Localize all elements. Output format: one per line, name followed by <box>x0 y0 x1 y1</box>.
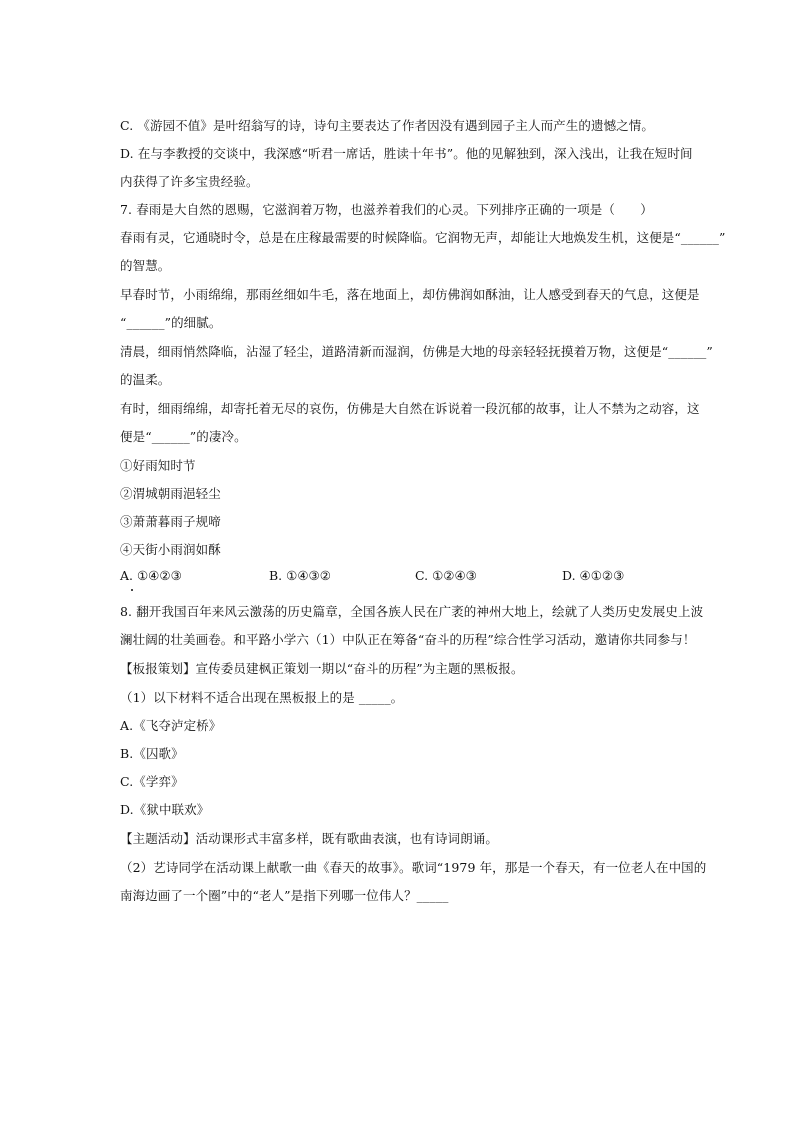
option-c-text: C. 《游园不值》是叶绍翁写的诗，诗句主要表达了作者因没有遇到园子主人而产生的遗憾之情。 <box>120 118 654 133</box>
option-d-text: D. 在与李教授的交谈中，我深感“听君一席话，胜读十年书”。他的见解独到，深入浅出，让我在短时间 <box>120 146 693 161</box>
q7-option-d[interactable]: D. ④①②③ <box>562 568 625 583</box>
q8-choice-a[interactable]: A.《飞夺泸定桥》 <box>120 718 222 733</box>
q7-paragraph-1: 春雨有灵，它通晓时令，总是在庄稼最需要的时候降临。它润物无声，却能让大地焕发生机，这便是“______” <box>120 230 726 245</box>
q7-paragraph-1-cont: 的智慧。 <box>120 258 171 273</box>
q8-stem: 8. 翻开我国百年来风云激荡的历史篇章，全国各族人民在广袤的神州大地上，绘就了人类历史发展史上波 <box>120 604 704 619</box>
q7-option-b[interactable]: B. ①④③② <box>269 568 331 583</box>
q7-paragraph-3: 清晨，细雨悄然降临，沾湿了轻尘，道路清新而湿润，仿佛是大地的母亲轻轻抚摸着万物，这便是“______” <box>120 344 713 359</box>
q7-item-2: ②渭城朝雨浥轻尘 <box>120 486 221 501</box>
emphasis-dot <box>131 589 133 591</box>
q8-sub-question-2-cont: 南海边画了一个圈”中的“老人”是指下列哪一位伟人？_____ <box>120 888 449 903</box>
q7-option-c[interactable]: C. ①②④③ <box>415 568 477 583</box>
q8-sub-question-1: （1）以下材料不适合出现在黑板报上的是 _____。 <box>120 690 404 705</box>
q7-paragraph-3-cont: 的温柔。 <box>120 372 171 387</box>
q7-paragraph-2-cont: “______”的细腻。 <box>120 315 222 330</box>
q7-option-a[interactable]: A. ①④②③ <box>120 568 182 583</box>
q7-paragraph-2: 早春时节，小雨绵绵，那雨丝细如牛毛，落在地面上，却仿佛润如酥油，让人感受到春天的气息，这便是 <box>120 287 700 302</box>
q8-stem-cont: 澜壮阔的壮美画卷。和平路小学六（1）中队正在筹备“奋斗的历程”综合性学习活动，邀请你共同参与！ <box>120 632 696 647</box>
q7-item-4: ④天街小雨润如酥 <box>120 542 221 557</box>
q8-theme-activity: 【主题活动】活动课形式丰富多样，既有歌曲表演，也有诗词朗诵。 <box>120 831 499 846</box>
q8-sub-question-2: （2）艺诗同学在活动课上献歌一曲《春天的故事》。歌词“1979 年，那是一个春天，有一位老人在中国的 <box>120 860 707 875</box>
q7-item-3: ③萧萧暮雨子规啼 <box>120 514 221 529</box>
q8-choice-b[interactable]: B.《囚歌》 <box>120 746 184 761</box>
q8-choice-d[interactable]: D.《狱中联欢》 <box>120 802 210 817</box>
q7-item-1: ①好雨知时节 <box>120 458 196 473</box>
q7-paragraph-4: 有时，细雨绵绵，却寄托着无尽的哀伤，仿佛是大自然在诉说着一段沉郁的故事，让人不禁为之动容，这 <box>120 401 700 416</box>
option-d-text-cont: 内获得了许多宝贵经验。 <box>120 174 259 189</box>
q8-choice-c[interactable]: C.《学弈》 <box>120 774 184 789</box>
q7-stem: 7. 春雨是大自然的恩赐，它滋润着万物，也滋养着我们的心灵。下列排序正确的一项是（ ） <box>120 202 653 217</box>
q7-paragraph-4-cont: 便是“______”的凄冷。 <box>120 429 247 444</box>
q8-board-plan: 【板报策划】宣传委员建枫正策划一期以“奋斗的历程”为主题的黑板报。 <box>120 661 524 676</box>
